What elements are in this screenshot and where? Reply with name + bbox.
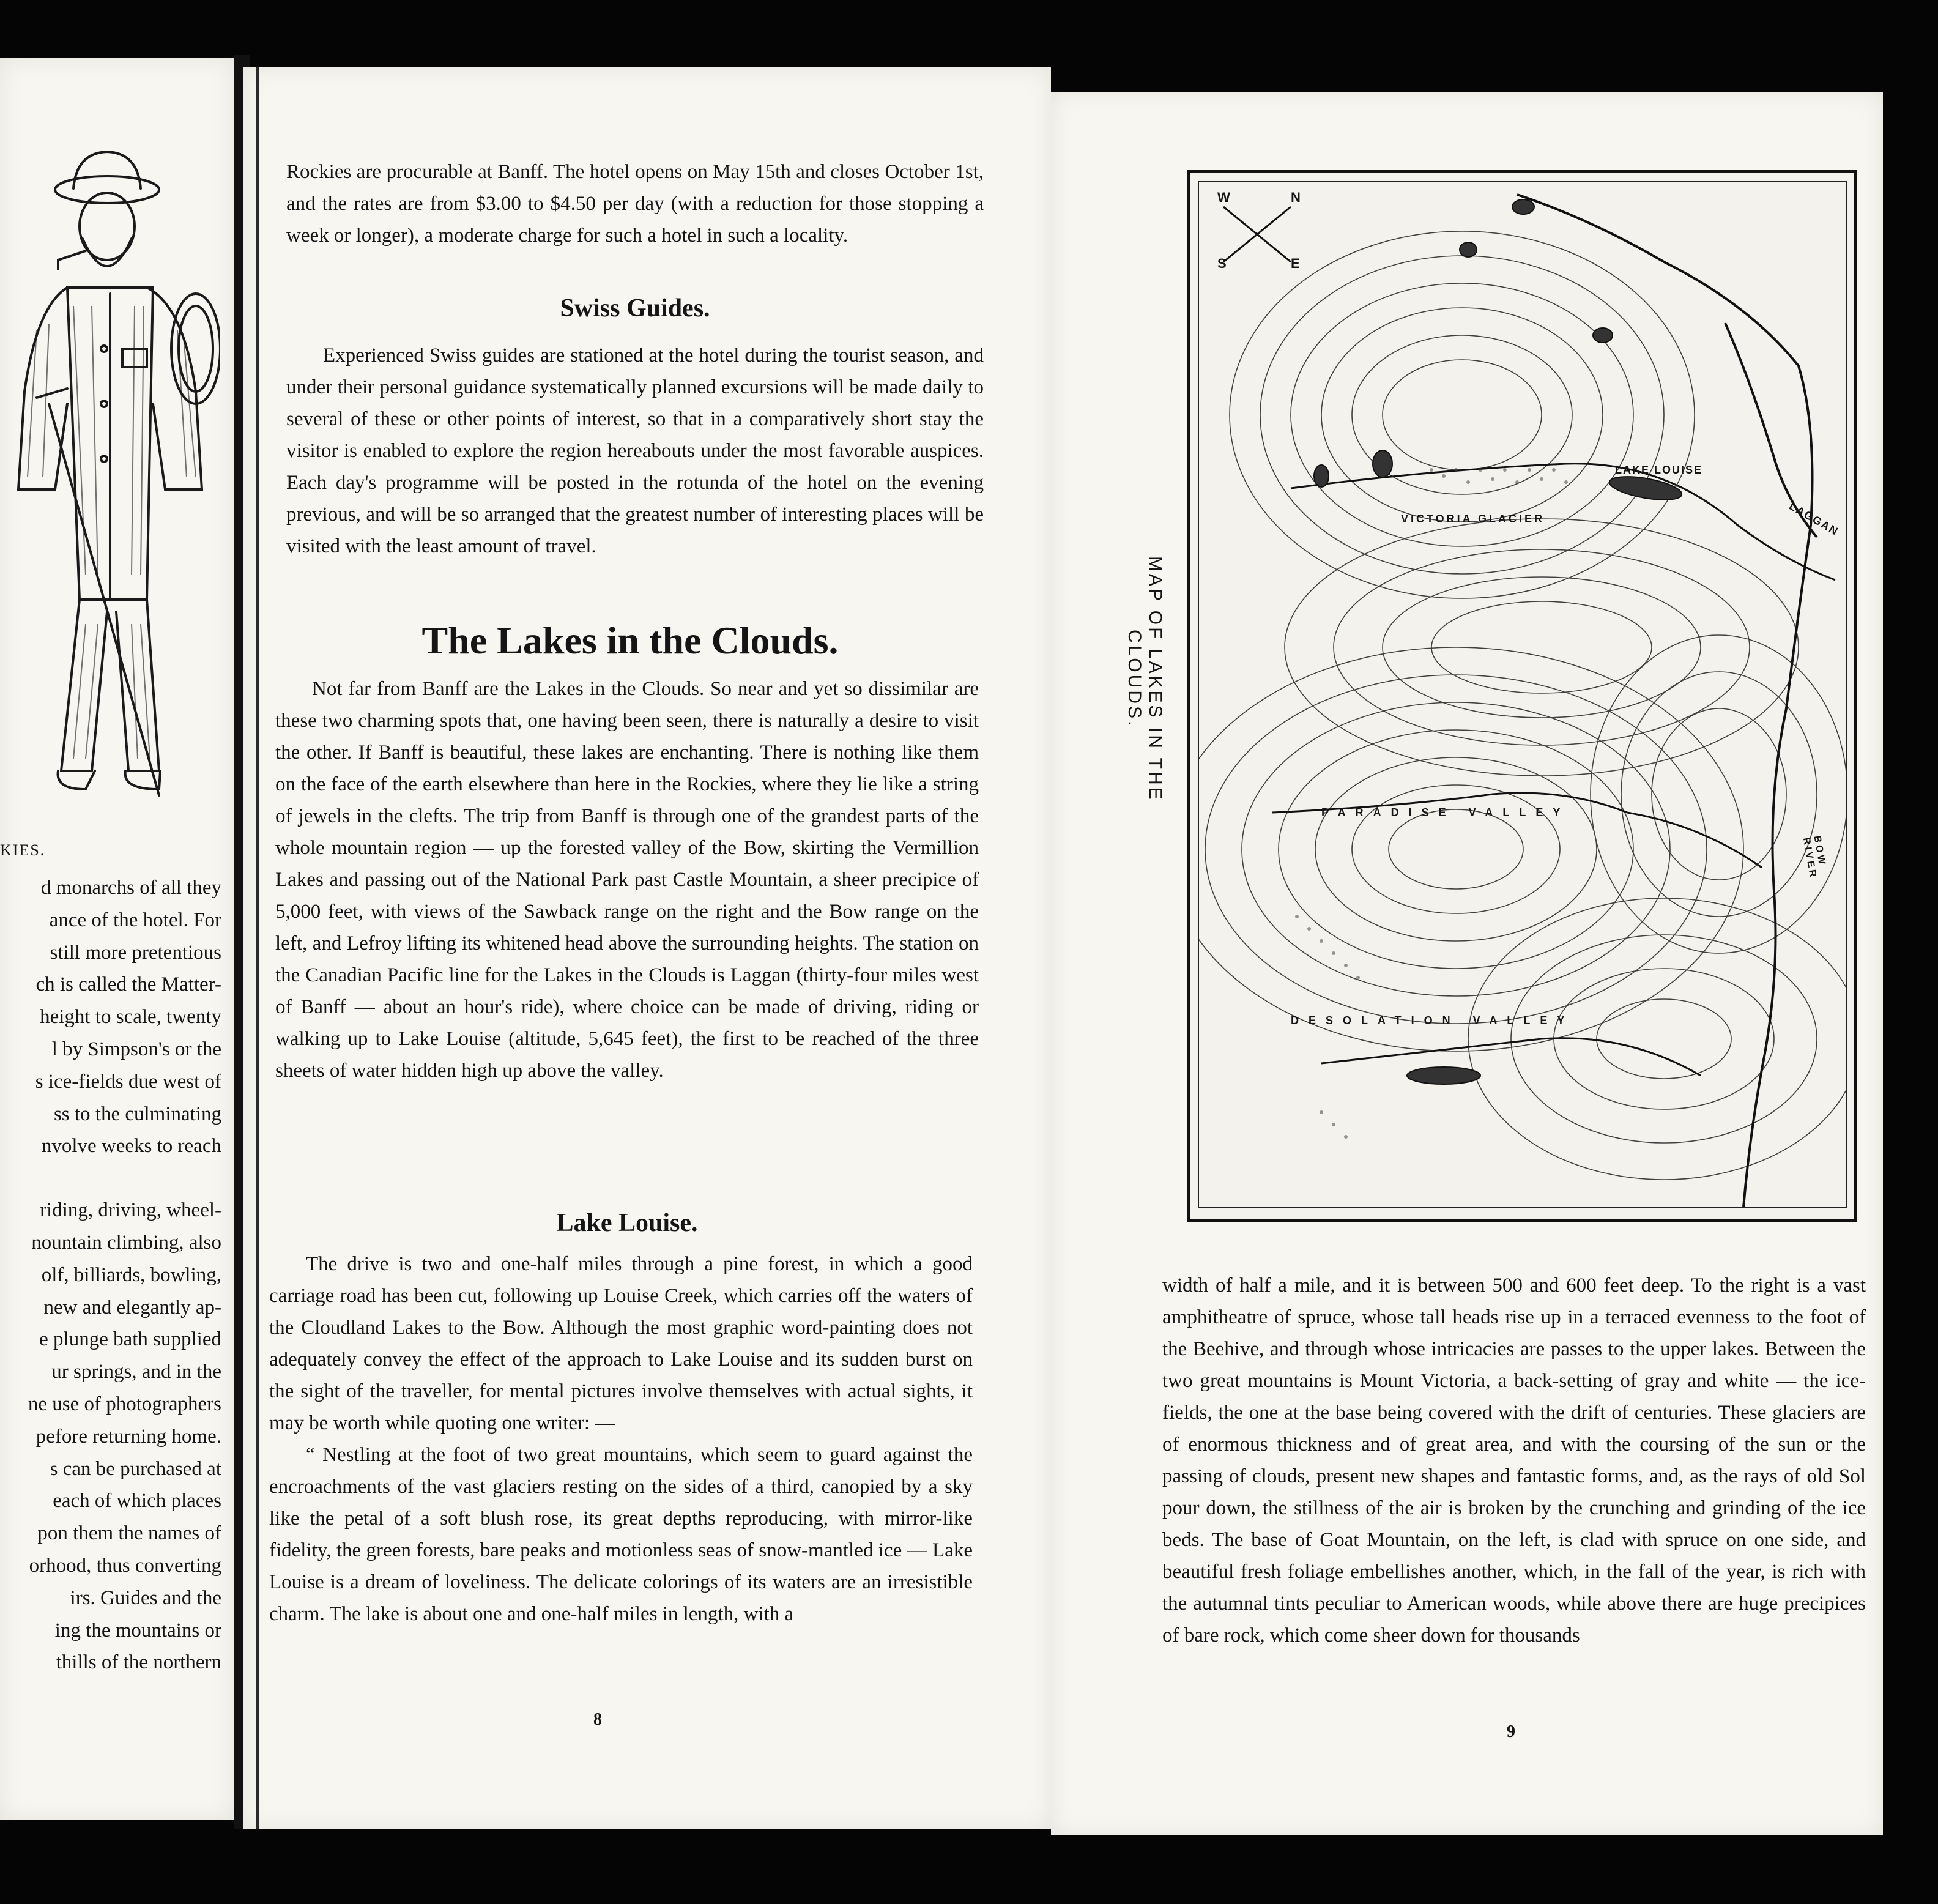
lake-louise-section	[269, 1248, 973, 1630]
paragraph: Not far from Banff are the Lakes in the Clouds. So near and yet so dissimilar are these two charming spots that, one having been seen, there is naturally a desire to visit the other. If Banff is beautiful, these lakes are enchanting. There is nothing like them on the face of the earth elsewhere than here in the Rockies, where they lie like a string of jewels in the clefts. The trip from Banff is through one of the grandest parts of the whole mountain region — up the forested valley of the Bow, skirting the Vermillion Lakes and passing out of the National Park past Castle Mountain, a sheer precipice of 5,000 feet, with views of the Sawback range on the right and the Bow range on the left, and Lefroy lifting its whitened head above the surrounding heights. The station on the Canadian Pacific line for the Lakes in the Clouds is Laggan (thirty-four miles west of Banff — about an hour's ride), where choice can be made of driving, riding or walking up to Lake Louise (altitude, 5,645 feet), the first to be reached of the three sheets of water hidden high up above the valley.	[275, 678, 979, 1082]
left-page-text	[0, 872, 221, 1679]
text-line: s can be purchased at	[50, 1457, 221, 1480]
quotation-paragraph: “ Nestling at the foot of two great mountains, which seem to guard against the encroachments of the vast glaciers resting on the sides of a third, canopied by a sky like the petal of a soft blush rose, its great depths reproducing, with mirror-like fidelity, the green forests, bare peaks and motionless seas of snow-mantled ice — Lake Louise is a dream of loveliness. The delicate colorings of its waters are an irresistible charm. The lake is about one and one-half miles in length, with a	[269, 1444, 973, 1625]
illustration-caption: KIES.	[0, 841, 46, 859]
text-line: nvolve weeks to reach	[41, 1135, 221, 1158]
lake-louise-continued	[1162, 1270, 1866, 1651]
text-line: ss to the culminating	[53, 1103, 221, 1125]
topographic-map	[1198, 181, 1847, 1208]
text-line: each of which places	[53, 1490, 221, 1512]
section-heading-lake-louise: Lake Louise.	[556, 1209, 698, 1237]
victoria-glacier-label: VICTORIA GLACIER	[1401, 513, 1545, 525]
text-line: pefore returning home.	[35, 1425, 221, 1448]
paragraph: Rockies are procurable at Banff. The hotel opens on May 15th and closes October 1st, and the rates are from $3.00 to $4.50 per day (with a reduction for those stopping a week or longer), a moderate charge for such a hotel in such a locality.	[286, 161, 984, 247]
paradise-valley-label: PARADISE VALLEY	[1321, 806, 1570, 819]
compass-s-label: S	[1217, 256, 1230, 271]
text-line: thills of the northern	[56, 1651, 221, 1674]
paragraph: width of half a mile, and it is between 500 and 600 feet deep. To the right is a vast amphitheatre of spruce, whose tall heads rise up in a terraced evenness to the foot of the Beehive, and through whose intricacies are passes to the upper lakes. Between the two great mountains is Mount Victoria, a back-setting of gray and white — the ice-fields, the one at the base being covered with the drift of centuries. These glaciers are of enormous thickness and of great area, and with the coursing of the sun or the passing of clouds, present new shapes and fantastic forms, and, as the rays of old Sol pour down, the stillness of the air is broken by the crunching and grinding of the ice beds. The base of Goat Mountain, on the left, is clad with spruce on one side, and beautiful fresh foliage embellishes another, which, in the fall of the year, is rich with the autumnal tints peculiar to American woods, while above there are huge precipices of bare rock, which come sheer down for thousands	[1162, 1274, 1866, 1646]
text-line: d monarchs of all they	[40, 877, 221, 899]
text-line: olf, billiards, bowling,	[41, 1263, 221, 1286]
text-line: height to scale, twenty	[40, 1006, 221, 1028]
text-line: ing the mountains or	[54, 1619, 221, 1642]
bow-river-label: BOW RIVER	[1800, 835, 1828, 880]
text-line: ch is called the Matter-	[35, 973, 221, 996]
text-line: pon them the names of	[37, 1522, 221, 1545]
text-line: ance of the hotel. For	[49, 909, 221, 931]
swiss-guides-section	[286, 340, 984, 562]
section-heading-swiss-guides: Swiss Guides.	[560, 294, 710, 322]
compass-e-label: E	[1291, 256, 1304, 271]
section-heading-lakes-in-clouds: The Lakes in the Clouds.	[421, 619, 839, 662]
paragraph-gap	[0, 1162, 221, 1194]
paragraph: The drive is two and one-half miles through a pine forest, in which a good carriage road has been cut, following up Louise Creek, which carries off the waters of the Cloudland Lakes to the Bow. Although the most graphic word-painting does not adequately convey the effect of the approach to Lake Louise and its sudden burst on the sight of the traveller, for mental pictures involve themselves with actual sights, it may be worth while quoting one writer: —	[269, 1253, 973, 1434]
text-line: irs. Guides and the	[70, 1586, 221, 1609]
spine-shadow	[256, 67, 259, 1829]
page-number: 9	[1507, 1722, 1515, 1741]
lake-louise-label: LAKE LOUISE	[1615, 464, 1703, 476]
map-title: MAP OF LAKES IN THE CLOUDS.	[1124, 556, 1165, 802]
paragraph: Experienced Swiss guides are stationed at the hotel during the tourist season, and under their personal guidance systematically planned excursions will be made daily to several of these or other points of interest, so that in a comparatively short stay the visitor is enabled to explore the region hereabouts under the most favorable auspices. Each day's programme will be posted in the rotunda of the hotel on the evening previous, and will be so arranged that the greatest number of interesting places will be visited with the least amount of travel.	[286, 344, 984, 557]
desolation-valley-label: DESOLATION VALLEY	[1291, 1014, 1575, 1027]
text-line: ur springs, and in the	[51, 1361, 221, 1383]
text-line: orhood, thus converting	[29, 1554, 221, 1577]
compass-w-label: W	[1217, 190, 1234, 205]
text-line: riding, driving, wheel-	[40, 1199, 221, 1222]
text-line: s ice-fields due west of	[35, 1070, 221, 1093]
laggan-label: LAGGAN	[1787, 499, 1841, 538]
page-number: 8	[593, 1710, 602, 1729]
text-line: new and elegantly ap-	[43, 1296, 221, 1318]
text-line: nountain climbing, also	[31, 1231, 221, 1254]
compass-n-label: N	[1291, 190, 1304, 205]
text-line: e plunge bath supplied	[39, 1328, 221, 1351]
swiss-guide-illustration	[0, 147, 220, 820]
contour-map-graphic	[1199, 182, 1846, 1207]
lakes-in-clouds-section	[275, 673, 979, 1087]
text-line: still more pretentious	[50, 941, 221, 964]
text-line: ne use of photographers	[28, 1393, 221, 1415]
text-line: l by Simpson's or the	[51, 1038, 221, 1060]
intro-paragraph	[286, 156, 984, 251]
